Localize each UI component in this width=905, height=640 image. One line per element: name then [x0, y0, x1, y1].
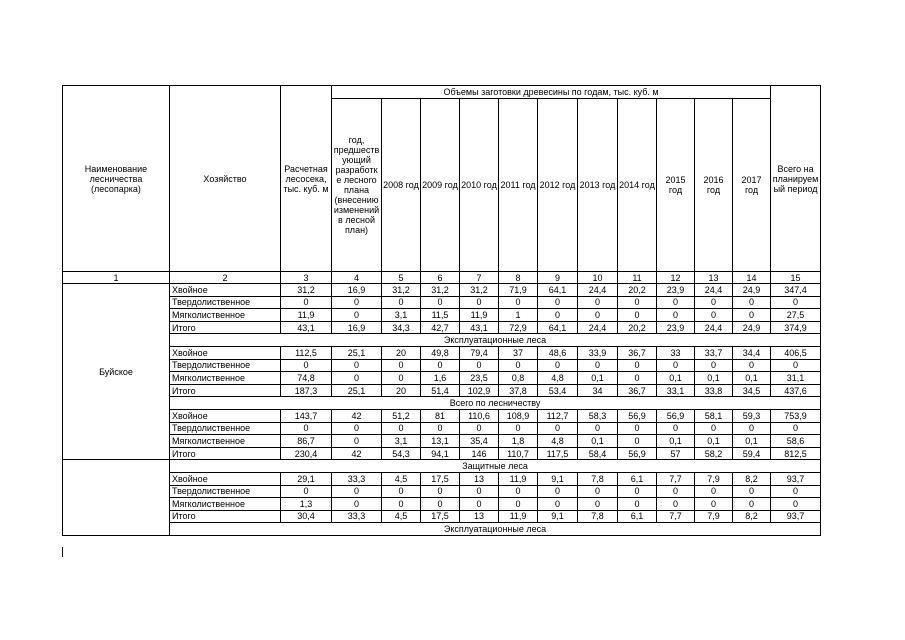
value-cell: 24,4: [695, 284, 733, 297]
section-title: Эксплуатационные леса: [170, 523, 821, 536]
value-cell: 13: [460, 472, 499, 485]
header-year-4: 2012 год: [538, 99, 578, 272]
table-row: [63, 472, 821, 485]
value-cell: 0: [657, 485, 695, 498]
value-cell: 0: [657, 296, 695, 309]
value-cell: 112,5: [281, 346, 332, 359]
value-cell: 6,1: [618, 510, 657, 523]
value-cell: 0: [281, 296, 332, 309]
value-cell: 0: [421, 422, 460, 435]
value-cell: 0: [332, 498, 382, 511]
value-cell: 31,2: [460, 284, 499, 297]
header-forestry-name: Наименование лесничества (лесопарка): [63, 86, 170, 272]
value-cell: 33,3: [332, 510, 382, 523]
table-row: [63, 284, 821, 297]
value-cell: 25,1: [332, 346, 382, 359]
value-cell: 33,1: [657, 384, 695, 397]
column-number-13: 13: [695, 272, 733, 284]
value-cell: 30,4: [281, 510, 332, 523]
value-cell: 0: [538, 296, 578, 309]
value-cell: 3,1: [382, 435, 421, 448]
value-cell: 0: [499, 296, 538, 309]
value-cell: 0: [538, 422, 578, 435]
header-year-5: 2013 год: [578, 99, 618, 272]
column-number-2: 2: [170, 272, 281, 284]
value-cell: 437,6: [771, 384, 821, 397]
value-cell: 0: [578, 422, 618, 435]
value-cell: 0: [460, 485, 499, 498]
value-cell: 17,5: [421, 510, 460, 523]
value-cell: 1,8: [499, 435, 538, 448]
table-body: [63, 284, 821, 536]
value-cell: 0: [578, 498, 618, 511]
value-cell: 53,4: [538, 384, 578, 397]
value-cell: 31,2: [421, 284, 460, 297]
column-number-10: 10: [578, 272, 618, 284]
column-number-8: 8: [499, 272, 538, 284]
header-year-8: 2016 год: [695, 99, 733, 272]
value-cell: 24,9: [733, 284, 771, 297]
value-cell: 57: [657, 447, 695, 460]
value-cell: 0,1: [695, 435, 733, 448]
value-cell: 0: [771, 485, 821, 498]
value-cell: 20,2: [618, 321, 657, 334]
table-row: [63, 309, 821, 322]
value-cell: 20: [382, 384, 421, 397]
value-cell: 48,6: [538, 346, 578, 359]
economy-label: Мягколиственное: [170, 372, 281, 385]
economy-label: Твердолиственное: [170, 422, 281, 435]
value-cell: 0: [538, 359, 578, 372]
table-row: [63, 346, 821, 359]
value-cell: 6,1: [618, 472, 657, 485]
value-cell: 0: [618, 359, 657, 372]
value-cell: 58,2: [695, 447, 733, 460]
value-cell: 0: [332, 309, 382, 322]
value-cell: 8,2: [733, 472, 771, 485]
economy-label: Хвойное: [170, 409, 281, 422]
value-cell: 74,8: [281, 372, 332, 385]
value-cell: 0: [332, 372, 382, 385]
value-cell: 23,9: [657, 321, 695, 334]
header-total-period: Всего на планируемый период: [771, 86, 821, 272]
value-cell: 16,9: [332, 284, 382, 297]
value-cell: 1: [499, 309, 538, 322]
value-cell: 33,8: [695, 384, 733, 397]
header-year-7: 2015 год: [657, 99, 695, 272]
economy-label: Твердолиственное: [170, 359, 281, 372]
value-cell: 0: [332, 422, 382, 435]
column-number-9: 9: [538, 272, 578, 284]
value-cell: 0: [499, 422, 538, 435]
column-number-3: 3: [281, 272, 332, 284]
value-cell: 79,4: [460, 346, 499, 359]
value-cell: 0: [695, 296, 733, 309]
header-previous-year: год, предшествующий разработке лесного плана (внесению изменений в лесной план): [332, 99, 382, 272]
value-cell: 56,9: [618, 409, 657, 422]
value-cell: 0: [538, 485, 578, 498]
value-cell: 4,5: [382, 510, 421, 523]
value-cell: 102,9: [460, 384, 499, 397]
table-row: [63, 409, 821, 422]
value-cell: 20: [382, 346, 421, 359]
value-cell: 36,7: [618, 346, 657, 359]
value-cell: 56,9: [618, 447, 657, 460]
value-cell: 43,1: [460, 321, 499, 334]
value-cell: 36,7: [618, 384, 657, 397]
table-row: [63, 372, 821, 385]
value-cell: 0: [578, 309, 618, 322]
value-cell: 0: [382, 359, 421, 372]
value-cell: 0: [695, 309, 733, 322]
value-cell: 24,4: [578, 284, 618, 297]
forestry-name-cell: [63, 460, 170, 536]
table-continuation-edge: [62, 547, 63, 557]
table-row: [63, 359, 821, 372]
value-cell: 0: [733, 359, 771, 372]
value-cell: 0,1: [657, 435, 695, 448]
section-title: Эксплуатационные леса: [170, 334, 821, 347]
value-cell: 0: [332, 296, 382, 309]
value-cell: 0,1: [578, 372, 618, 385]
column-number-11: 11: [618, 272, 657, 284]
value-cell: 94,1: [421, 447, 460, 460]
value-cell: 31,2: [382, 284, 421, 297]
value-cell: 59,3: [733, 409, 771, 422]
value-cell: 187,3: [281, 384, 332, 397]
economy-label: Мягколиственное: [170, 435, 281, 448]
table-row: [63, 485, 821, 498]
value-cell: 0,1: [695, 372, 733, 385]
value-cell: 0: [382, 296, 421, 309]
value-cell: 0: [460, 498, 499, 511]
table-row: [63, 510, 821, 523]
value-cell: 0: [421, 359, 460, 372]
header-volumes-by-year: Объемы заготовки древесины по годам, тыс. куб. м: [332, 86, 771, 99]
value-cell: 23,9: [657, 284, 695, 297]
column-number-7: 7: [460, 272, 499, 284]
value-cell: 43,1: [281, 321, 332, 334]
table-row: [63, 384, 821, 397]
value-cell: 11,9: [281, 309, 332, 322]
column-number-1: 1: [63, 272, 170, 284]
value-cell: 42: [332, 447, 382, 460]
economy-label: Твердолиственное: [170, 485, 281, 498]
value-cell: 7,9: [695, 510, 733, 523]
section-title: Защитные леса: [170, 460, 821, 473]
value-cell: 51,4: [421, 384, 460, 397]
value-cell: 0: [421, 485, 460, 498]
value-cell: 0: [695, 359, 733, 372]
value-cell: 8,2: [733, 510, 771, 523]
value-cell: 0: [281, 485, 332, 498]
value-cell: 7,8: [578, 510, 618, 523]
column-number-5: 5: [382, 272, 421, 284]
economy-label: Мягколиственное: [170, 309, 281, 322]
column-number-14: 14: [733, 272, 771, 284]
value-cell: 0,1: [657, 372, 695, 385]
value-cell: 7,7: [657, 472, 695, 485]
value-cell: 0: [460, 422, 499, 435]
table-row: [63, 321, 821, 334]
value-cell: 37,8: [499, 384, 538, 397]
value-cell: 11,9: [499, 510, 538, 523]
value-cell: 33,3: [332, 472, 382, 485]
value-cell: 812,5: [771, 447, 821, 460]
header-column-numbers: [63, 272, 821, 284]
value-cell: 0: [618, 435, 657, 448]
value-cell: 71,9: [499, 284, 538, 297]
header-economy: Хозяйство: [170, 86, 281, 272]
value-cell: 42: [332, 409, 382, 422]
value-cell: 0: [733, 296, 771, 309]
value-cell: 3,1: [382, 309, 421, 322]
value-cell: 0: [499, 359, 538, 372]
value-cell: 0: [332, 435, 382, 448]
value-cell: 58,4: [578, 447, 618, 460]
economy-label: Твердолиственное: [170, 296, 281, 309]
header-year-6: 2014 год: [618, 99, 657, 272]
value-cell: 0: [695, 422, 733, 435]
value-cell: 25,1: [332, 384, 382, 397]
value-cell: 4,8: [538, 435, 578, 448]
value-cell: 35,4: [460, 435, 499, 448]
value-cell: 0: [657, 359, 695, 372]
forestry-name-cell: Буйское: [63, 284, 170, 460]
value-cell: 4,5: [382, 472, 421, 485]
value-cell: 20,2: [618, 284, 657, 297]
value-cell: 34,3: [382, 321, 421, 334]
value-cell: 24,9: [733, 321, 771, 334]
column-number-12: 12: [657, 272, 695, 284]
economy-label: Хвойное: [170, 284, 281, 297]
value-cell: 24,4: [695, 321, 733, 334]
value-cell: 143,7: [281, 409, 332, 422]
value-cell: 0: [618, 372, 657, 385]
value-cell: 0: [332, 485, 382, 498]
header-year-1: 2009 год: [421, 99, 460, 272]
value-cell: 13,1: [421, 435, 460, 448]
value-cell: 56,9: [657, 409, 695, 422]
economy-label: Хвойное: [170, 472, 281, 485]
column-number-6: 6: [421, 272, 460, 284]
value-cell: 112,7: [538, 409, 578, 422]
value-cell: 49,8: [421, 346, 460, 359]
value-cell: 0: [538, 309, 578, 322]
header-year-0: 2008 год: [382, 99, 421, 272]
header-allowable-cut: Расчетная лесосека, тыс. куб. м: [281, 86, 332, 272]
value-cell: 54,3: [382, 447, 421, 460]
value-cell: 7,7: [657, 510, 695, 523]
value-cell: 0: [618, 498, 657, 511]
value-cell: 7,9: [695, 472, 733, 485]
value-cell: 1,6: [421, 372, 460, 385]
value-cell: 16,9: [332, 321, 382, 334]
value-cell: 58,3: [578, 409, 618, 422]
value-cell: 0: [281, 359, 332, 372]
value-cell: 64,1: [538, 321, 578, 334]
value-cell: 0: [382, 422, 421, 435]
column-number-4: 4: [332, 272, 382, 284]
section-title-row: [63, 460, 821, 473]
value-cell: 29,1: [281, 472, 332, 485]
economy-label: Итого: [170, 447, 281, 460]
value-cell: 33,9: [578, 346, 618, 359]
value-cell: 59,4: [733, 447, 771, 460]
header-year-3: 2011 год: [499, 99, 538, 272]
header-year-9: 2017 год: [733, 99, 771, 272]
value-cell: 34: [578, 384, 618, 397]
economy-label: Итого: [170, 384, 281, 397]
value-cell: 34,4: [733, 346, 771, 359]
value-cell: 81: [421, 409, 460, 422]
table-row: [63, 435, 821, 448]
value-cell: 1,3: [281, 498, 332, 511]
value-cell: 64,1: [538, 284, 578, 297]
value-cell: 0: [618, 485, 657, 498]
value-cell: 0: [618, 309, 657, 322]
value-cell: 753,9: [771, 409, 821, 422]
table-row: [63, 422, 821, 435]
value-cell: 11,5: [421, 309, 460, 322]
value-cell: 0: [499, 485, 538, 498]
value-cell: 110,7: [499, 447, 538, 460]
value-cell: 0,8: [499, 372, 538, 385]
value-cell: 9,1: [538, 472, 578, 485]
value-cell: 0: [695, 498, 733, 511]
header-year-2: 2010 год: [460, 99, 499, 272]
table-header: [63, 86, 821, 284]
harvest-volume-table: [62, 85, 821, 536]
value-cell: 0: [657, 309, 695, 322]
value-cell: 93,7: [771, 472, 821, 485]
table-row: [63, 447, 821, 460]
value-cell: 0: [281, 422, 332, 435]
value-cell: 0: [538, 498, 578, 511]
value-cell: 11,9: [460, 309, 499, 322]
value-cell: 7,8: [578, 472, 618, 485]
value-cell: 0: [657, 422, 695, 435]
value-cell: 0: [421, 498, 460, 511]
value-cell: 0: [733, 309, 771, 322]
value-cell: 230,4: [281, 447, 332, 460]
value-cell: 17,5: [421, 472, 460, 485]
value-cell: 58,6: [771, 435, 821, 448]
value-cell: 0: [618, 422, 657, 435]
section-title-row: [63, 523, 821, 536]
value-cell: 406,5: [771, 346, 821, 359]
economy-label: Итого: [170, 321, 281, 334]
value-cell: 0,1: [733, 372, 771, 385]
value-cell: 0: [771, 498, 821, 511]
value-cell: 0: [771, 422, 821, 435]
value-cell: 0: [657, 498, 695, 511]
value-cell: 23,5: [460, 372, 499, 385]
value-cell: 0: [499, 498, 538, 511]
section-title-row: [63, 334, 821, 347]
value-cell: 347,4: [771, 284, 821, 297]
value-cell: 0: [421, 296, 460, 309]
value-cell: 31,1: [771, 372, 821, 385]
economy-label: Мягколиственное: [170, 498, 281, 511]
value-cell: 108,9: [499, 409, 538, 422]
value-cell: 86,7: [281, 435, 332, 448]
value-cell: 37: [499, 346, 538, 359]
value-cell: 0: [382, 498, 421, 511]
section-title: Всего по лесничеству: [170, 397, 821, 410]
value-cell: 9,1: [538, 510, 578, 523]
value-cell: 110,6: [460, 409, 499, 422]
harvest-volume-table-container: [62, 85, 821, 536]
value-cell: 0: [460, 296, 499, 309]
table-row: [63, 296, 821, 309]
value-cell: 0: [382, 372, 421, 385]
value-cell: 4,8: [538, 372, 578, 385]
value-cell: 0: [332, 359, 382, 372]
column-number-15: 15: [771, 272, 821, 284]
value-cell: 31,2: [281, 284, 332, 297]
value-cell: 0: [578, 485, 618, 498]
value-cell: 0: [771, 296, 821, 309]
value-cell: 51,2: [382, 409, 421, 422]
value-cell: 13: [460, 510, 499, 523]
value-cell: 0: [578, 359, 618, 372]
value-cell: 27,5: [771, 309, 821, 322]
section-title-row: [63, 397, 821, 410]
value-cell: 0,1: [733, 435, 771, 448]
value-cell: 374,9: [771, 321, 821, 334]
value-cell: 117,5: [538, 447, 578, 460]
value-cell: 0: [733, 422, 771, 435]
value-cell: 72,9: [499, 321, 538, 334]
value-cell: 58,1: [695, 409, 733, 422]
economy-label: Хвойное: [170, 346, 281, 359]
value-cell: 0: [578, 296, 618, 309]
value-cell: 93,7: [771, 510, 821, 523]
value-cell: 0: [695, 485, 733, 498]
value-cell: 0: [382, 485, 421, 498]
economy-label: Итого: [170, 510, 281, 523]
value-cell: 146: [460, 447, 499, 460]
value-cell: 33: [657, 346, 695, 359]
value-cell: 0: [460, 359, 499, 372]
value-cell: 42,7: [421, 321, 460, 334]
value-cell: 24,4: [578, 321, 618, 334]
value-cell: 33,7: [695, 346, 733, 359]
table-row: [63, 498, 821, 511]
value-cell: 0: [733, 485, 771, 498]
value-cell: 0: [733, 498, 771, 511]
value-cell: 11,9: [499, 472, 538, 485]
value-cell: 0: [618, 296, 657, 309]
value-cell: 0: [771, 359, 821, 372]
value-cell: 0,1: [578, 435, 618, 448]
value-cell: 34,5: [733, 384, 771, 397]
